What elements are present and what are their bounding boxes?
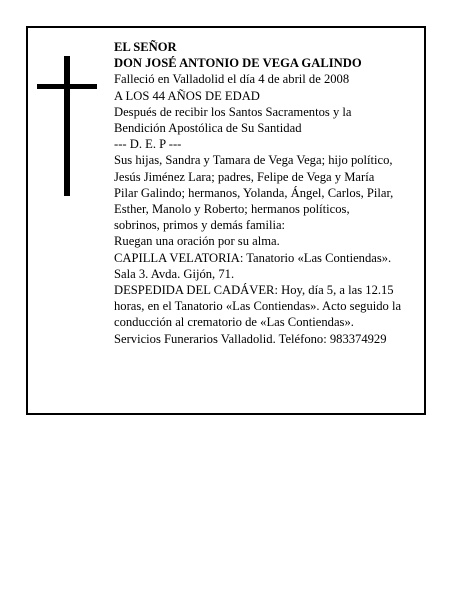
cross-icon	[64, 56, 70, 196]
dep-line: --- D. E. P ---	[114, 137, 182, 152]
farewell-line-1: DESPEDIDA DEL CADÁVER: Hoy, día 5, a las 12.15	[114, 283, 394, 298]
death-statement: Falleció en Valladolid el día 4 de abril de 2008	[114, 72, 350, 87]
prayer-line: Ruegan una oración por su alma.	[114, 234, 280, 249]
family-line-1: Sus hijas, Sandra y Tamara de Vega Vega; hijo político,	[114, 153, 393, 168]
family-line-3: Pilar Galindo; hermanos, Yolanda, Ángel, Carlos, Pilar,	[114, 185, 394, 200]
family-line-5: sobrinos, primos y demás familia:	[114, 218, 286, 233]
age-statement: A LOS 44 AÑOS DE EDAD	[114, 88, 260, 103]
farewell-line-2: horas, en el Tanatorio «Las Contiendas». Acto seguido la	[114, 299, 402, 314]
obituary-text	[114, 39, 432, 347]
obituary-title: EL SEÑOR	[114, 40, 177, 54]
chapel-line-2: Sala 3. Avda. Gijón, 71.	[114, 266, 235, 281]
sacraments-line-1: Después de recibir los Santos Sacramentos y la	[114, 104, 352, 119]
cross-icon-crossbar	[37, 84, 97, 89]
sacraments-line-2: Bendición Apostólica de Su Santidad	[114, 121, 302, 136]
farewell-line-3: conducción al crematorio de «Las Contiendas».	[114, 315, 354, 330]
family-line-2: Jesús Jiménez Lara; padres, Felipe de Vega y María	[114, 169, 375, 184]
chapel-line-1: CAPILLA VELATORIA: Tanatorio «Las Contiendas».	[114, 250, 392, 265]
deceased-name: DON JOSÉ ANTONIO DE VEGA GALINDO	[114, 56, 362, 71]
funeral-services-line: Servicios Funerarios Valladolid. Teléfono: 983374929	[114, 331, 387, 346]
family-line-4: Esther, Manolo y Roberto; hermanos políticos,	[114, 202, 350, 217]
